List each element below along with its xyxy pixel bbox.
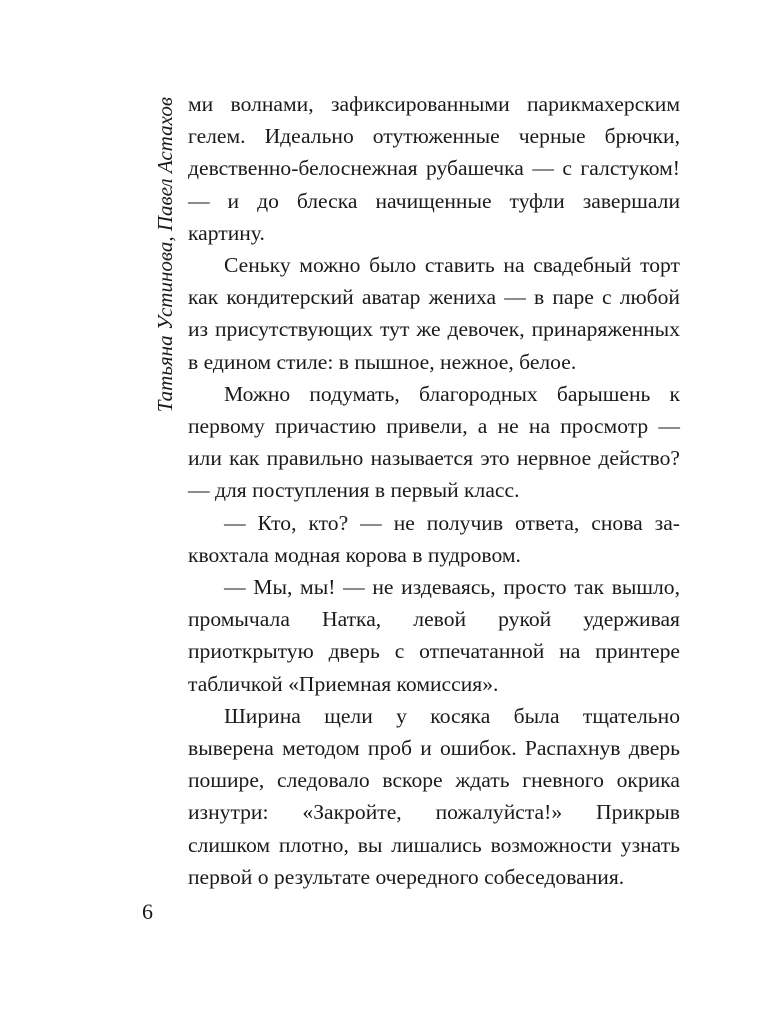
dialogue-paragraph: — Кто, кто? — не получив ответа, снова заквохтала модная корова в пудровом. — [188, 510, 680, 567]
dialogue-paragraph: — Мы, мы! — не издеваясь, просто так вышло, промычала Натка, левой рукой удерживая приоткрытую дверь с отпечатанной на принтере табличкой «Приемная комиссия». — [188, 575, 680, 696]
paragraph: Можно подумать, благородных барышень к первому причастию привели, а не на просмотр — или как правильно называется это нервное действо? — для поступления в первый класс. — [188, 381, 680, 503]
paragraph: Сеньку можно было ставить на свадебный торт как кондитерский аватар жениха — в паре с любой из присутствующих тут же девочек, принаряженных в едином стиле: в пышное, нежное, белое. — [188, 253, 680, 374]
page-number: 6 — [142, 899, 153, 924]
body-text — [188, 88, 680, 893]
paragraph-continued: ми волнами, зафиксированными парикмахерским гелем. Идеально отутюженные черные брючки, девственно-белоснежная рубашечка — с галстуком! — и до блеска начищенные туфли завершали картину. — [188, 92, 680, 245]
running-head-text: Татьяна Устинова, Павел Астахов — [153, 97, 177, 413]
paragraph: Ширина щели у косяка была тщательно выверена методом проб и ошибок. Распахнув дверь пошире, следовало вскоре ждать гневного окрика изнутри: «Закройте, пожалуйста!» Прикрыв слишком плотно, вы лишались возможности узнать первой о результате очередного собеседования. — [188, 703, 680, 889]
